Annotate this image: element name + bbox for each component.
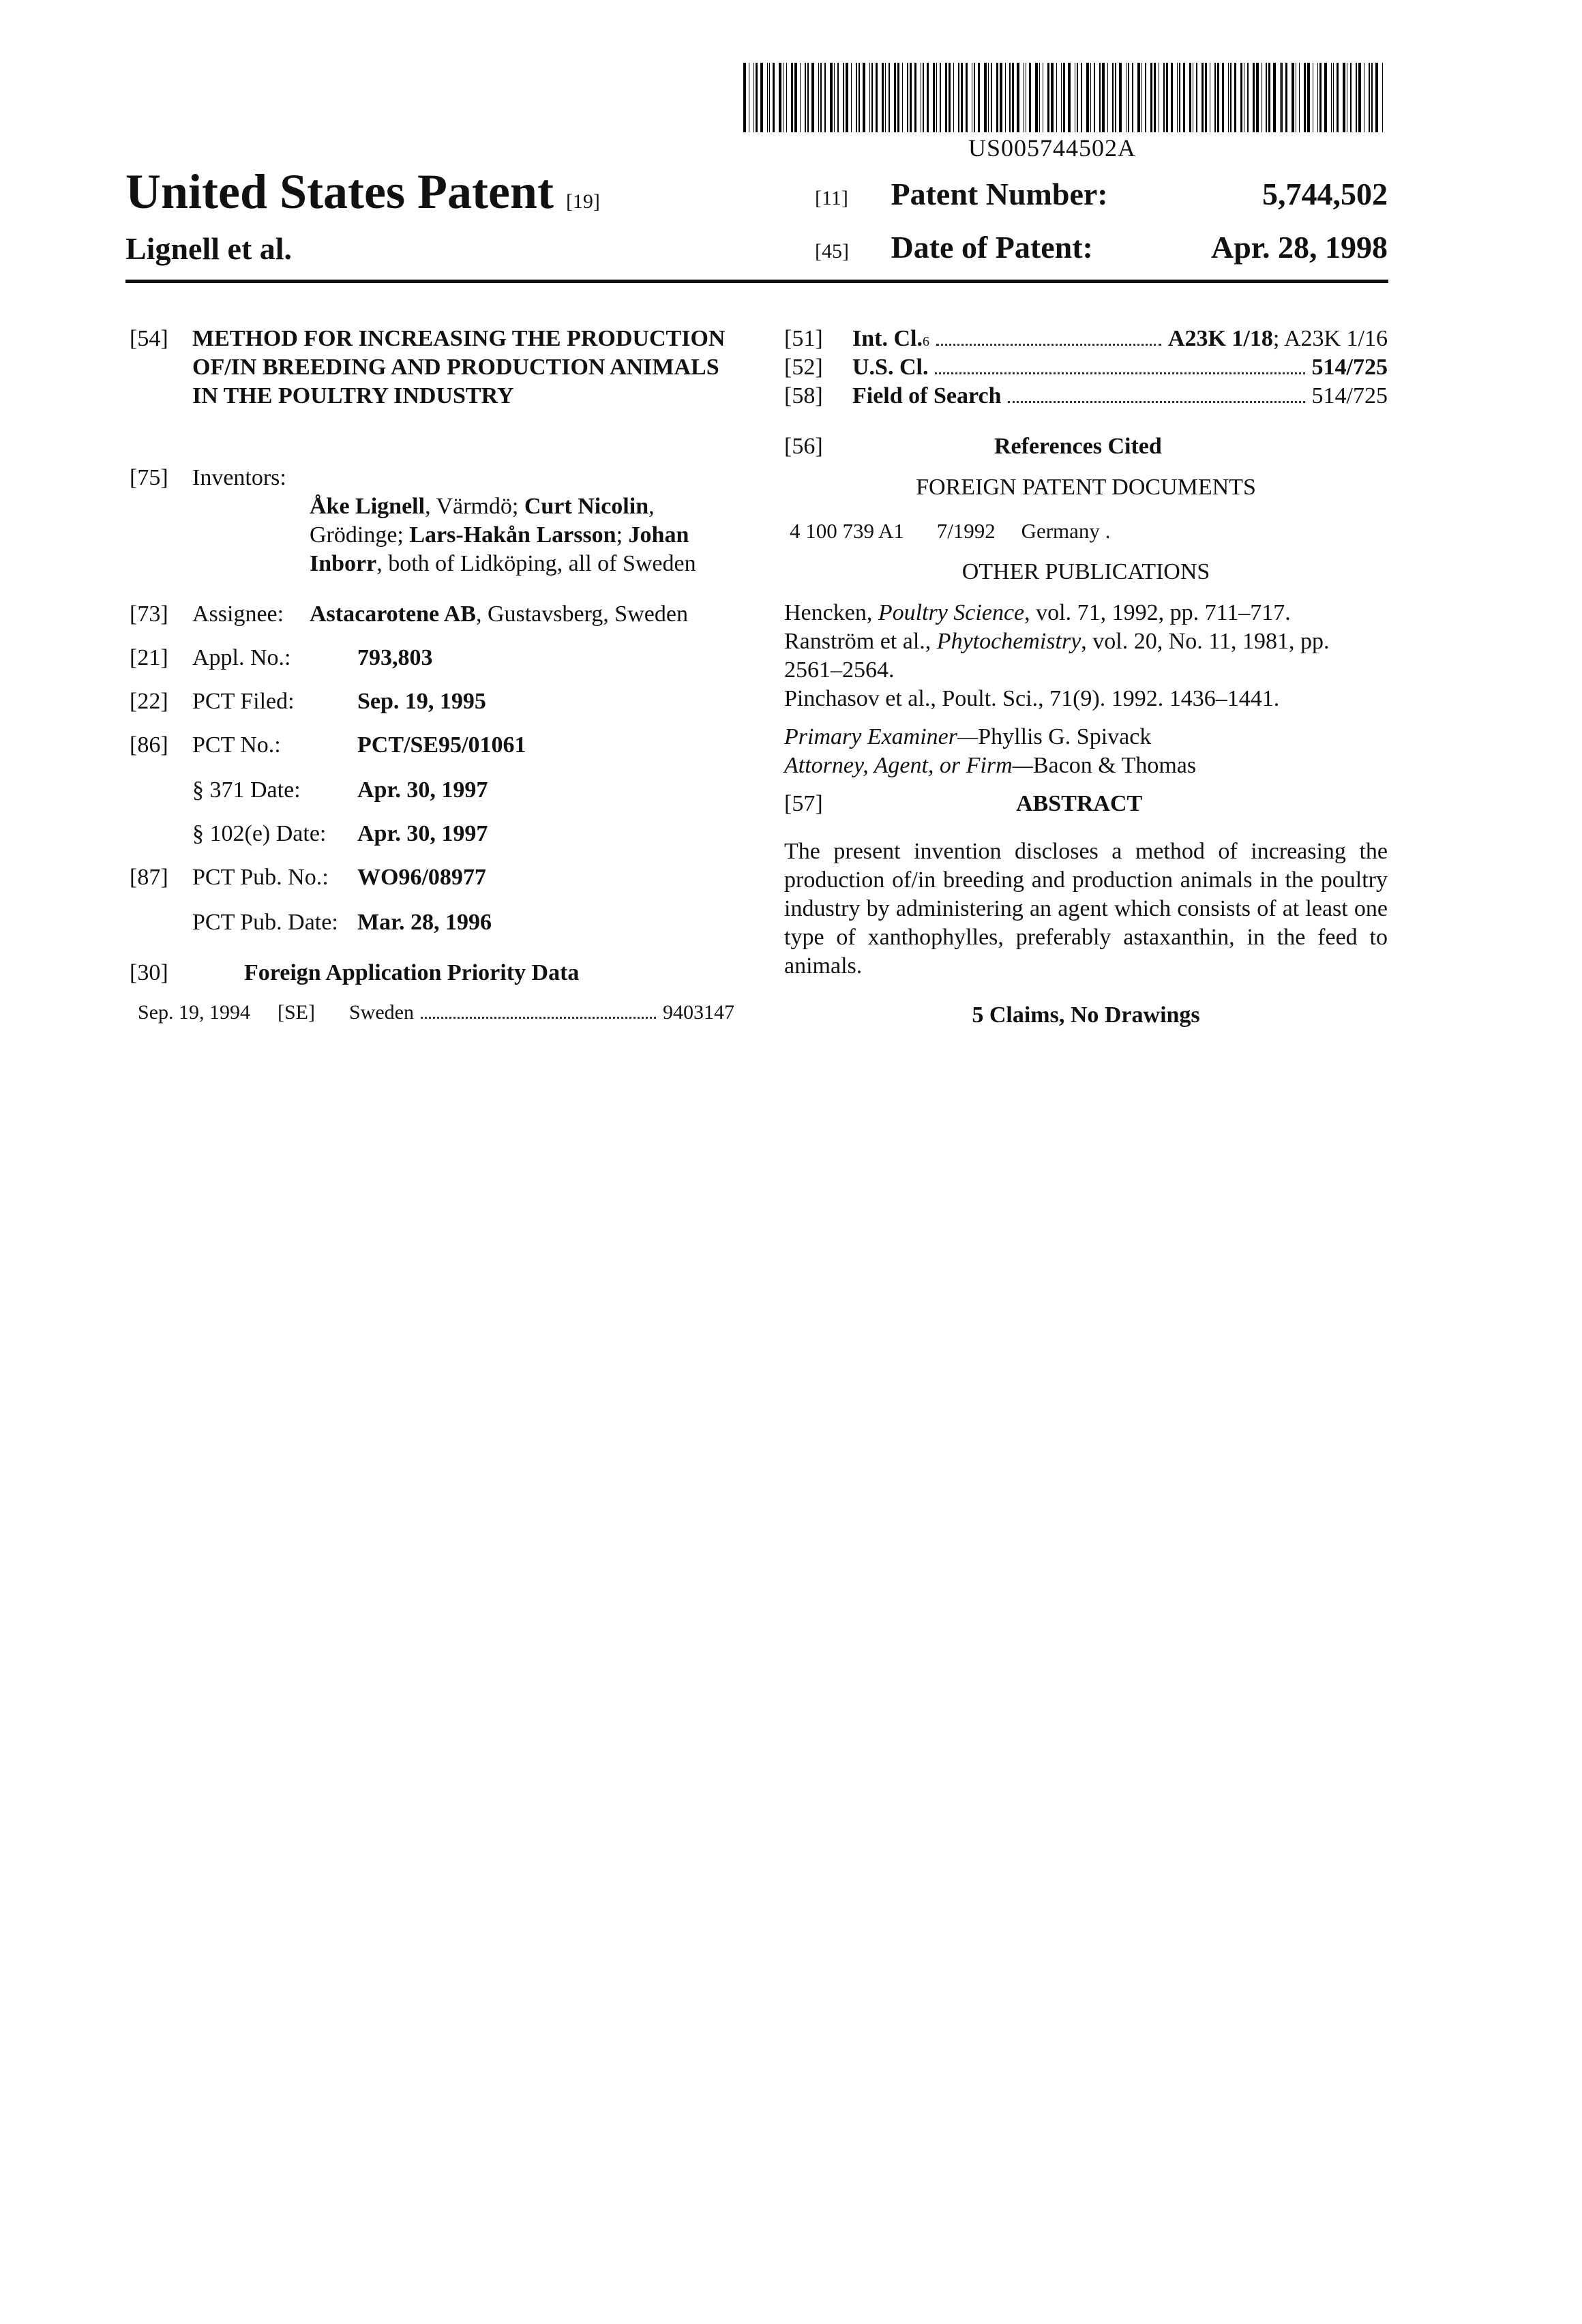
invention-title-block [130, 325, 736, 353]
barcode-bar [851, 63, 852, 132]
barcode-bar [837, 63, 839, 132]
barcode-bar [1171, 63, 1174, 132]
barcode-bar [846, 63, 848, 132]
field-label: PCT No.: [192, 731, 281, 760]
barcode-bar [1077, 63, 1078, 132]
barcode-bar [1086, 63, 1089, 132]
examiner-name: Phyllis G. Spivack [978, 724, 1151, 749]
barcode-bar [1063, 63, 1065, 132]
barcode-bar [1228, 63, 1229, 132]
assignee-name: Astacarotene AB [310, 601, 476, 627]
barcode-bar [1035, 63, 1038, 132]
barcode-bar [1375, 63, 1378, 132]
examiner-label: Primary Examiner— [784, 724, 978, 749]
barcode-bar [1026, 63, 1027, 132]
barcode-bar [1107, 63, 1108, 132]
barcode-bar [743, 63, 746, 132]
barcode-bar [834, 63, 835, 132]
references-heading: References Cited [994, 432, 1162, 461]
barcode-bar [933, 63, 936, 132]
barcode-bar [910, 63, 912, 132]
field-of-search-value: 514/725 [1312, 382, 1388, 411]
barcode [743, 63, 1384, 132]
code: [45] [815, 240, 883, 263]
barcode-bar [945, 63, 947, 132]
barcode-bar [1039, 63, 1040, 132]
barcode-bar [984, 63, 987, 132]
authors: Lignell et al. [125, 230, 292, 267]
barcode-bar [786, 63, 788, 132]
field-value: 793,803 [357, 644, 433, 672]
code: [30] [130, 960, 168, 985]
field-label: § 371 Date: [192, 776, 301, 805]
int-cl-row [784, 325, 1388, 356]
barcode-bar [1056, 63, 1057, 132]
code: [22] [130, 689, 168, 714]
barcode-bar [1051, 63, 1054, 132]
int-cl-value-secondary: ; A23K 1/16 [1273, 325, 1388, 353]
field-label: Appl. No.: [192, 644, 291, 672]
barcode-bar [1141, 63, 1142, 132]
foreign-doc-date: 7/1992 [937, 519, 996, 543]
barcode-bar [1061, 63, 1062, 132]
priority-country: Sweden [349, 1001, 414, 1024]
int-cl-edition: 6 [923, 327, 929, 356]
barcode-bar [1350, 63, 1352, 132]
barcode-bar [753, 63, 755, 132]
foreign-doc-number: 4 100 739 A1 [790, 519, 904, 543]
dot-leader [1008, 401, 1304, 403]
barcode-bar [1214, 63, 1216, 132]
barcode-bar [907, 63, 908, 132]
us-cl-row [784, 353, 1388, 382]
dot-leader [936, 344, 1161, 346]
barcode-bar [1217, 63, 1219, 132]
attorney-label: Attorney, Agent, or Firm— [784, 753, 1033, 778]
foreign-doc-country: Germany . [1021, 519, 1111, 543]
barcode-bar [953, 63, 954, 132]
barcode-bar [1281, 63, 1283, 132]
code: [21] [130, 645, 168, 670]
priority-date: Sep. 19, 1994 [138, 1001, 250, 1024]
barcode-bar [1333, 63, 1334, 132]
barcode-bar [978, 63, 980, 132]
publication-number: US005744502A [968, 134, 1136, 162]
barcode-bar [949, 63, 951, 132]
barcode-bar [769, 63, 771, 132]
abstract-heading: ABSTRACT [1016, 790, 1142, 818]
abstract-heading-row [784, 790, 1388, 818]
barcode-bar [824, 63, 826, 132]
barcode-bar [1304, 63, 1306, 132]
us-cl-value: 514/725 [1312, 353, 1388, 382]
inventor-place: , Värmdö; [425, 494, 524, 519]
barcode-bar [996, 63, 998, 132]
abstract-text: The present invention discloses a method of increasing the production of/in breeding and production animals in the poultry industry by administering an agent which consists of at least one type of xanthophylles, preferably astaxanthin, in the feed to animals. [784, 837, 1388, 981]
barcode-bar [882, 63, 884, 132]
inventor-place: , both of Lidköping, all of Sweden [376, 551, 696, 576]
barcode-bar [974, 63, 975, 132]
barcode-bar [1382, 63, 1383, 132]
barcode-bar [1005, 63, 1006, 132]
barcode-bar [1299, 63, 1300, 132]
publication: Pinchasov et al., Poult. Sci., 71(9). 1992. 1436–1441. [784, 685, 1388, 713]
code: [51] [784, 325, 852, 353]
field-value: Apr. 30, 1997 [357, 776, 488, 805]
barcode-bar [1099, 63, 1101, 132]
inventors-block [130, 464, 736, 580]
barcode-bar [856, 63, 857, 132]
barcode-bar [1145, 63, 1146, 132]
barcode-bar [885, 63, 886, 132]
barcode-bar [1189, 63, 1192, 132]
other-publications-heading: OTHER PUBLICATIONS [784, 558, 1388, 586]
field-label: § 102(e) Date: [192, 820, 326, 848]
barcode-bar [794, 63, 797, 132]
int-cl-label: Int. Cl. [852, 325, 923, 353]
filing-field-row [130, 644, 736, 672]
barcode-bar [1230, 63, 1232, 132]
barcode-bar [1205, 63, 1208, 132]
inventor-name: Johan Inborr [310, 522, 689, 576]
publications-list [784, 599, 1388, 713]
barcode-bar [1081, 63, 1083, 132]
barcode-bar [1179, 63, 1180, 132]
field-value: Apr. 30, 1997 [357, 820, 488, 848]
foreign-doc-row [790, 517, 1393, 546]
barcode-bar [897, 63, 900, 132]
barcode-bar [1331, 63, 1332, 132]
barcode-bar [940, 63, 941, 132]
priority-heading: Foreign Application Priority Data [244, 959, 579, 987]
foreign-docs-heading: FOREIGN PATENT DOCUMENTS [784, 473, 1388, 502]
barcode-bar [871, 63, 873, 132]
barcode-bar [1177, 63, 1178, 132]
assignee-label: Assignee: [192, 600, 284, 629]
document-title [125, 164, 600, 220]
barcode-bar [1128, 63, 1129, 132]
filing-field-row [130, 687, 736, 716]
barcode-bar [914, 63, 917, 132]
invention-title: METHOD FOR INCREASING THE PRODUCTION OF/IN BREEDING AND PRODUCTION ANIMALS IN THE POULTRY INDUSTRY [192, 325, 731, 411]
code: [11] [815, 187, 883, 210]
assignee-row [130, 600, 736, 629]
code: [86] [130, 732, 168, 758]
barcode-bar [1369, 63, 1370, 132]
barcode-bar [958, 63, 959, 132]
field-value: PCT/SE95/01061 [357, 731, 526, 760]
publication: Hencken, Poultry Science, vol. 71, 1992, pp. 711–717. [784, 599, 1388, 627]
barcode-bar [894, 63, 896, 132]
barcode-bar [1000, 63, 1002, 132]
inventor-name: Lars-Hakån Larsson [409, 522, 616, 548]
barcode-bar [767, 63, 768, 132]
priority-heading-row [130, 959, 736, 987]
examiner-block [784, 723, 1388, 780]
barcode-bar [1324, 63, 1327, 132]
references-heading-row [784, 432, 1388, 461]
barcode-bar [1119, 63, 1122, 132]
barcode-bar [961, 63, 963, 132]
barcode-bar [1222, 63, 1225, 132]
barcode-bar [807, 63, 809, 132]
code: [75] [130, 465, 168, 490]
patent-number: 5,744,502 [1262, 176, 1388, 212]
barcode-bar [889, 63, 890, 132]
barcode-bar [876, 63, 878, 132]
inventor-place: , Grödinge; [310, 494, 655, 548]
barcode-bar [791, 63, 793, 132]
barcode-bar [830, 63, 833, 132]
barcode-bar [1337, 63, 1339, 132]
code: [73] [130, 601, 168, 627]
barcode-bar [1280, 63, 1281, 132]
barcode-bar [1150, 63, 1152, 132]
field-value: Mar. 28, 1996 [357, 908, 492, 937]
title-text: United States Patent [125, 164, 554, 219]
barcode-bar [1183, 63, 1185, 132]
barcode-bar [773, 63, 775, 132]
filing-field-row [130, 731, 736, 760]
barcode-bar [1012, 63, 1014, 132]
barcode-bar [1154, 63, 1156, 132]
date-label: Date of Patent: [891, 230, 1093, 265]
field-value: WO96/08977 [357, 863, 486, 892]
inventors-label: Inventors: [192, 464, 286, 492]
barcode-bar [1343, 63, 1345, 132]
field-value: Sep. 19, 1995 [357, 687, 486, 716]
patent-number-label: Patent Number: [891, 177, 1108, 211]
barcode-bar [1268, 63, 1270, 132]
barcode-bar [1137, 63, 1140, 132]
int-cl-value: A23K 1/18 [1168, 325, 1273, 353]
field-label: PCT Filed: [192, 687, 295, 716]
patent-number-row [815, 176, 1388, 212]
assignee-place: , Gustavsberg, Sweden [476, 601, 688, 627]
barcode-bar [1102, 63, 1105, 132]
barcode-bar [811, 63, 814, 132]
claims-summary: 5 Claims, No Drawings [784, 1001, 1388, 1030]
code: [87] [130, 865, 168, 890]
barcode-bar [1115, 63, 1117, 132]
field-label: PCT Pub. No.: [192, 863, 329, 892]
barcode-bar [1234, 63, 1236, 132]
barcode-bar [1273, 63, 1276, 132]
dot-leader [421, 1017, 656, 1019]
barcode-bar [1166, 63, 1168, 132]
barcode-bar [805, 63, 806, 132]
barcode-bar [843, 63, 845, 132]
barcode-bar [1017, 63, 1019, 132]
barcode-bar [1132, 63, 1134, 132]
barcode-bar [1009, 63, 1011, 132]
barcode-bar [1043, 63, 1044, 132]
barcode-bar [800, 63, 801, 132]
barcode-bar [1253, 63, 1255, 132]
patent-date: Apr. 28, 1998 [1211, 229, 1388, 265]
barcode-bar [779, 63, 781, 132]
barcode-bar [1319, 63, 1322, 132]
field-label: PCT Pub. Date: [192, 908, 338, 937]
barcode-bar [818, 63, 819, 132]
field-of-search-label: Field of Search [852, 382, 1001, 411]
barcode-bar [1266, 63, 1267, 132]
inventor-name: Åke Lignell [310, 494, 425, 519]
inventor-place: ; [616, 522, 629, 548]
barcode-bar [1047, 63, 1049, 132]
priority-country-code: [SE] [278, 1001, 315, 1024]
inventors-list [310, 492, 736, 578]
barcode-bar [859, 63, 861, 132]
barcode-bar [1307, 63, 1310, 132]
barcode-bar [1240, 63, 1243, 132]
barcode-bar [760, 63, 763, 132]
barcode-bar [1196, 63, 1197, 132]
priority-number: 9403147 [663, 1001, 734, 1024]
title-code: [19] [566, 190, 600, 213]
barcode-bar [902, 63, 903, 132]
barcode-bar [1247, 63, 1249, 132]
barcode-bar [1068, 63, 1071, 132]
barcode-bar [1292, 63, 1294, 132]
barcode-bar [1317, 63, 1319, 132]
header-divider [125, 280, 1388, 283]
barcode-bar [1285, 63, 1287, 132]
barcode-bar [1358, 63, 1361, 132]
code: [57] [784, 791, 823, 816]
barcode-bar [756, 63, 758, 132]
inventor-name: Curt Nicolin [524, 494, 648, 519]
barcode-bar [966, 63, 968, 132]
code: [52] [784, 353, 852, 382]
barcode-bar [1094, 63, 1095, 132]
us-cl-label: U.S. Cl. [852, 353, 928, 382]
barcode-bar [869, 63, 870, 132]
attorney-name: Bacon & Thomas [1033, 753, 1196, 778]
barcode-bar [988, 63, 989, 132]
code: [56] [784, 434, 823, 459]
barcode-bar [991, 63, 992, 132]
filing-field-row [130, 863, 736, 892]
priority-row [138, 1001, 734, 1024]
barcode-bar [1090, 63, 1091, 132]
barcode-bar [863, 63, 865, 132]
dot-leader [935, 372, 1304, 374]
barcode-bar [1202, 63, 1204, 132]
patent-date-row [815, 229, 1388, 265]
barcode-bar [1112, 63, 1114, 132]
barcode-bar [1256, 63, 1259, 132]
barcode-bar [1029, 63, 1031, 132]
field-of-search-row [784, 382, 1388, 411]
barcode-bar [936, 63, 937, 132]
barcode-bar [923, 63, 924, 132]
code: [58] [784, 382, 852, 411]
barcode-bar [927, 63, 929, 132]
code: [54] [130, 326, 168, 351]
publication: Ranström et al., Phytochemistry, vol. 20, No. 11, 1981, pp. 2561–2564. [784, 627, 1388, 685]
barcode-bar [820, 63, 822, 132]
barcode-bar [1371, 63, 1373, 132]
barcode-bar [1356, 63, 1358, 132]
barcode-bar [1163, 63, 1165, 132]
